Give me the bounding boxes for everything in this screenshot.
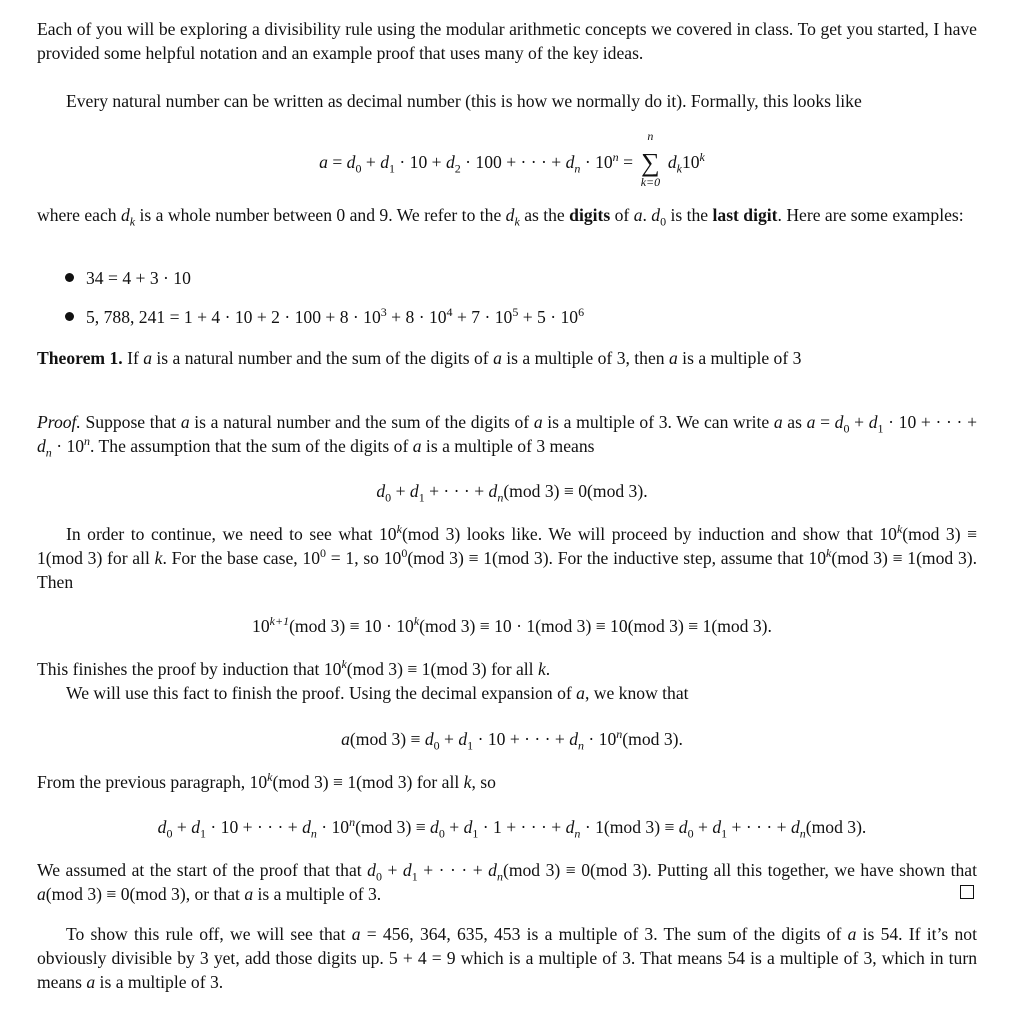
theorem-statement: Theorem 1. If a is a natural number and the sum of the digits of a is a multiple of 3, then a is a multiple of 3	[37, 348, 802, 368]
proof-opening: Proof. Suppose that a is a natural number and the sum of the digits of a is a multiple of 3. We can write a as $a = d_0 + d_1 \cdot 10$ + · · · + $d_n \cdot 10^n$. The assumption that the sum of the digits of a is a multiple of 3 means	[37, 412, 977, 460]
previous-paragraph-reference: From the previous paragraph, 10$^k$(mod 3) ≡ 1(mod 3) for all k, so	[37, 770, 496, 792]
intro-paragraph	[37, 17, 977, 65]
induction-conclusion: This finishes the proof by induction that 10$^k$(mod 3) ≡ 1(mod 3) for all k.	[37, 657, 551, 679]
equation-inductive-step: $10^{k+1}(mod$ $3) \equiv 10 \cdot 10^k(mod$ 3) ≡ 10 · 1(mod 3) ≡ 10(mod 3) ≡ 1(mod 3).	[252, 614, 772, 636]
decimal-text: Every natural number can be written as decimal number (this is how we normally do it). Formally, this looks like	[66, 91, 862, 111]
list-item: 5, 788, $241 = 1 + 4 \cdot 10 + 2 \cdot 100 + 8 \cdot 10^3 + 8 \cdot 10^4 + 7 \cdot 10^5 + 5 \cdot 10^6$	[65, 305, 584, 329]
decimal-paragraph	[37, 89, 977, 113]
list-item: 34 = 4 + 3 · 10	[65, 266, 191, 290]
bullet-icon	[65, 273, 74, 282]
bullet-icon	[65, 312, 74, 321]
digits-definition: where each $d_k$ is a whole number between 0 and 9. We refer to the $d_k$ as the digits of a. $d_0$ is the last digit. Here are some examples:	[37, 205, 964, 229]
qed-square-icon	[960, 885, 974, 899]
equation-reduction: $d_0 + d_1 \cdot 10$ + · · · + $d_n \cdot 10^n(mod$ $3) \equiv d_0 + d_1 \cdot 1$ + · · · + $d_n \cdot 1(mod$ $3) \equiv d_0 + d_1$ + · · · + $d_n(mod$ 3).	[157, 815, 867, 841]
equation-digit-sum: $d_0 + d_1$ + · · · + $d_n(mod$ 3) ≡ 0(mod 3).	[376, 481, 648, 505]
example-paragraph: To show this rule off, we will see that a = 456, 364, 635, 453 is a multiple of 3. The sum of the digits of a is 54. If it’s not obviously divisible by 3 yet, add those digits up. 5 + 4 = 9 which is a multiple of 3. That means 54 is a multiple of 3, which in turn means a is a multiple of 3.	[37, 924, 977, 992]
equation-decimal-expansion: $a = d_0 + d_1 \cdot 10 + d_2 \cdot 100$ + · · · + $d_n \cdot 10^n$ = n ∑ k=0 $d_k10^k$	[319, 129, 705, 190]
intro-text: Each of you will be exploring a divisibility rule using the modular arithmetic concepts we covered in class. To get you started, I have provided some helpful notation and an example proof that uses many of the key ideas.	[37, 19, 977, 63]
summation-symbol: n ∑ k=0	[640, 129, 661, 190]
proof-conclusion: We assumed at the start of the proof that that $d_0 + d_1$ + · · · + $d_n(mod$ 3) ≡ 0(mod 3). Putting all this together, we have shown that a(mod 3) ≡ 0(mod 3), or that a is a multiple of 3.	[37, 860, 977, 904]
equation-a-mod-3: a(mod $3) \equiv d_0 + d_1 \cdot 10$ + · · · + $d_n \cdot 10^n(mod$ 3).	[341, 727, 683, 753]
induction-paragraph: In order to continue, we need to see what 10$^k$(mod 3) looks like. We will proceed by induction and show that 10$^k$(mod 3) ≡ 1(mod 3) for all k. For the base case, $10^0 = 1$, so $10^0(mod$ 3) ≡ 1(mod 3). For the inductive step, assume that 10$^k$(mod 3) ≡ 1(mod 3). Then	[37, 522, 978, 592]
use-fact-paragraph: We will use this fact to finish the proof. Using the decimal expansion of a, we know that	[66, 683, 689, 703]
